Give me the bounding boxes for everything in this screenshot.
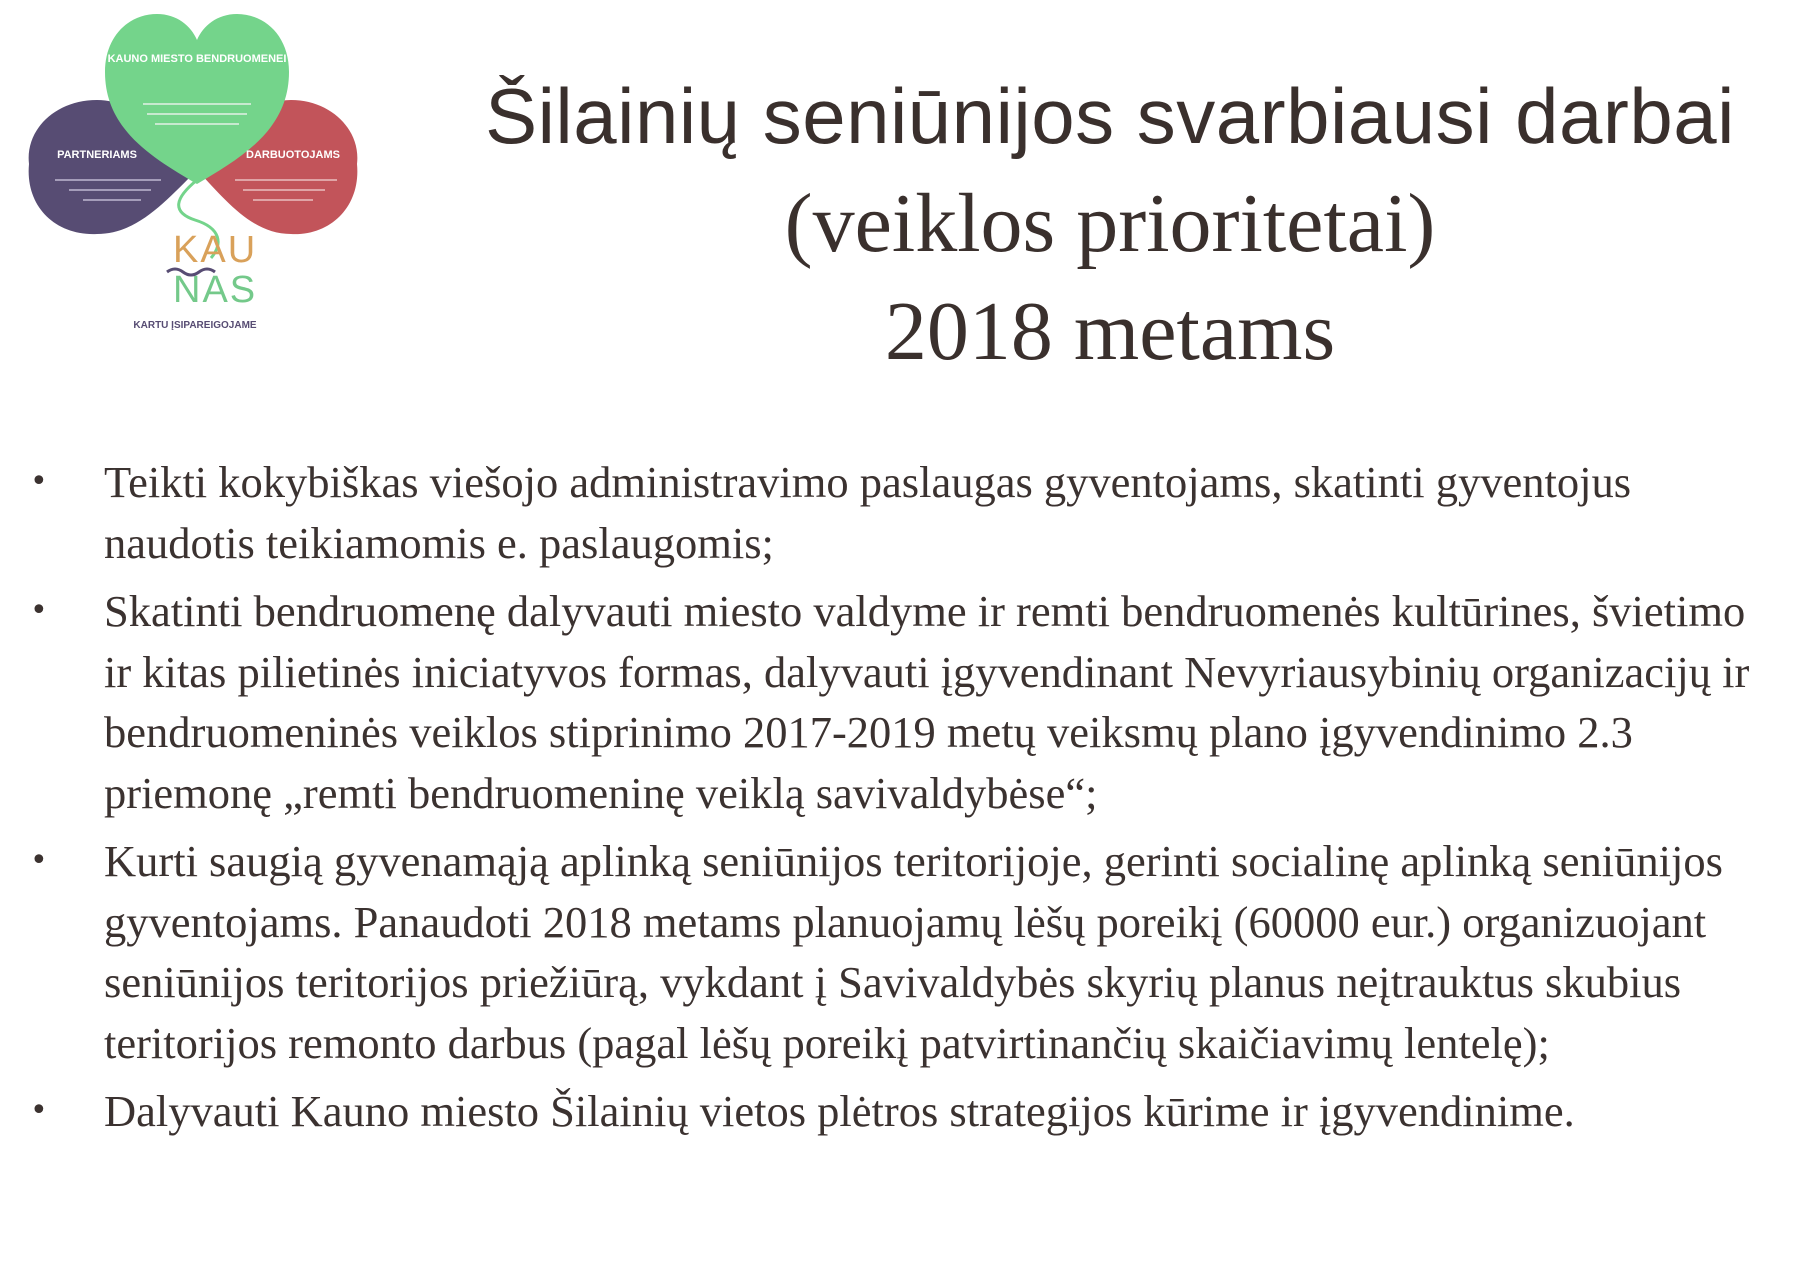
bullet-marker: •	[30, 843, 48, 878]
list-item	[0, 1081, 1797, 1142]
bullet-text: Skatinti bendruomenę dalyvauti miesto valdyme ir remti bendruomenės kultūrines, švietimo ir kitas pilietinės iniciatyvos formas, dalyvauti įgyvendinant Nevyriausybinių organizacijų ir bendruomeninės veiklos stiprinimo 2017-2019 metų veiksmų plano įgyvendinimo 2.3 priemonę „remti bendruomeninę veiklą savivaldybėse“;	[104, 586, 1750, 818]
clover-hearts-graphic	[25, 12, 365, 352]
bullet-marker: •	[30, 464, 48, 499]
heart-community-label: KAUNO MIESTO BENDRUOMENEI	[107, 53, 287, 65]
logo-tagline: KARTU ĮSIPAREIGOJAME	[133, 320, 257, 331]
wordmark-top: KAU	[173, 229, 258, 271]
title-line-2: (veiklos prioritetai)	[784, 177, 1436, 270]
bullet-text: Dalyvauti Kauno miesto Šilainių vietos plėtros strategijos kūrime ir įgyvendinime.	[104, 1086, 1575, 1136]
title-line-3: 2018 metams	[884, 285, 1336, 378]
heart-partners-label: PARTNERIAMS	[57, 149, 137, 161]
wordmark-bottom: NAS	[173, 269, 258, 311]
list-item	[0, 581, 1797, 823]
heart-employees-label: DARBUOTOJAMS	[246, 149, 340, 161]
bullet-marker: •	[30, 593, 48, 628]
bullet-text: Kurti saugią gyvenamąją aplinką seniūnijos teritorijoje, gerinti socialinę aplinką seniūnijos gyventojams. Panaudoti 2018 metams planuojamų lėšų poreikį (60000 eur.) organizuojant seniūnijos teritorijos priežiūrą, vykdant į Savivaldybės skyrių planus neįtrauktus skubius teritorijos remonto darbus (pagal lėšų poreikį patvirtinančių skaičiavimų lentelę);	[104, 836, 1723, 1068]
kaunas-logo	[25, 12, 365, 352]
page-title	[440, 62, 1780, 386]
bullet-text: Teikti kokybiškas viešojo administravimo paslaugas gyventojams, skatinti gyventojus naudotis teikiamomis e. paslaugomis;	[104, 457, 1632, 568]
svg-text:KAUNO MIESTO BENDRUOMENEI	[108, 53, 287, 65]
list-item	[0, 831, 1797, 1073]
title-line-1: Šilainių seniūnijos svarbiausi darbai	[485, 72, 1735, 160]
bullet-marker: •	[30, 1093, 48, 1128]
list-item	[0, 452, 1797, 573]
priorities-list	[0, 452, 1797, 1150]
